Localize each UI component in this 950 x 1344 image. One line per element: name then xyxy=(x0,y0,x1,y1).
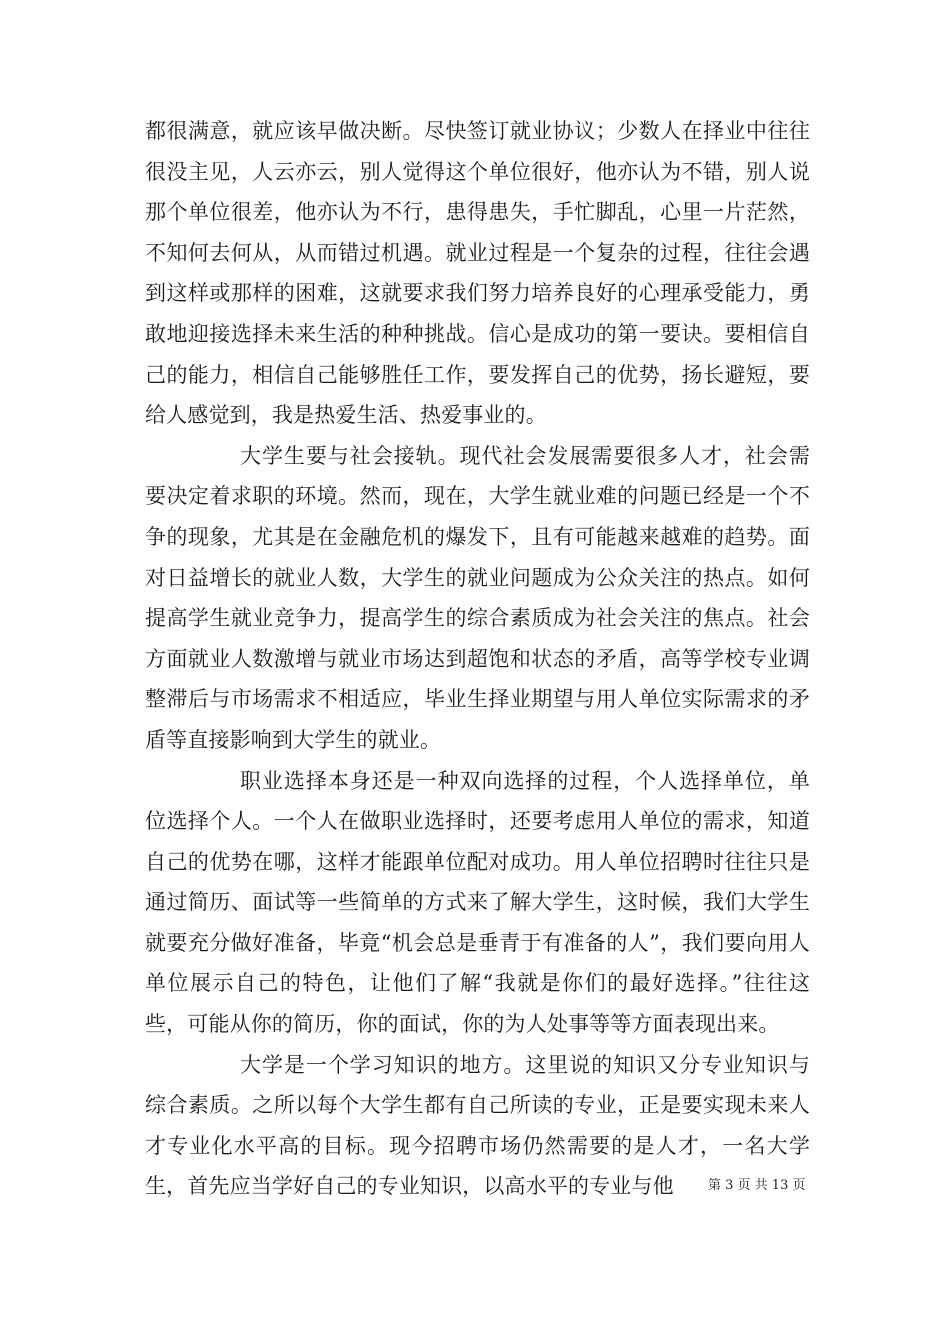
page-number-footer: 第 3 页 共 13 页 xyxy=(708,1178,806,1193)
paragraph-social-integration: 大学生要与社会接轨。现代社会发展需要很多人才，社会需要决定着求职的环境。然而，现在，大学生就业难的问题已经是一个不争的现象，尤其是在金融危机的爆发下，且有可能越来越难的趋势。面对日益增长的就业人数，大学生的就业问题成为公众关注的热点。如何提高学生就业竞争力，提高学生的综合素质成为社会关注的焦点。社会方面就业人数激增与就业市场达到超饱和状态的矛盾，高等学校专业调整滞后与市场需求不相适应，毕业生择业期望与用人单位实际需求的矛盾等直接影响到大学生的就业。 xyxy=(145,443,810,752)
paragraph-continuation: 都很满意，就应该早做决断。尽快签订就业协议；少数人在择业中往往很没主见，人云亦云，别人觉得这个单位很好，他亦认为不错，别人说那个单位很差，他亦认为不行，患得患失，手忙脚乱，心里一片茫然，不知何去何从，从而错过机遇。就业过程是一个复杂的过程，往往会遇到这样或那样的困难，这就要求我们努力培养良好的心理承受能力，勇敢地迎接选择未来生活的种种挑战。信心是成功的第一要诀。要相信自己的能力，相信自己能够胜任工作，要发挥自己的优势，扬长避短，要给人感觉到，我是热爱生活、热爱事业的。 xyxy=(145,119,810,428)
paragraph-university-knowledge: 大学是一个学习知识的地方。这里说的知识又分专业知识与综合素质。之所以每个大学生都有自己所读的专业，正是要实现未来人才专业化水平高的目标。现今招聘市场仍然需要的是人才，一名大学生，首先应当学好自己的专业知识，以高水平的专业与他 xyxy=(145,1052,810,1199)
document-body xyxy=(145,111,810,1207)
paragraph-career-choice: 职业选择本身还是一种双向选择的过程，个人选择单位，单位选择个人。一个人在做职业选择时，还要考虑用人单位的需求，知道自己的优势在哪，这样才能跟单位配对成功。用人单位招聘时往往只是通过简历、面试等一些简单的方式来了解大学生，这时候，我们大学生就要充分做好准备，毕竟“机会总是垂青于有准备的人”，我们要向用人单位展示自己的特色，让他们了解“我就是你们的最好选择。”往往这些，可能从你的简历，你的面试，你的为人处事等等方面表现出来。 xyxy=(145,768,810,1037)
